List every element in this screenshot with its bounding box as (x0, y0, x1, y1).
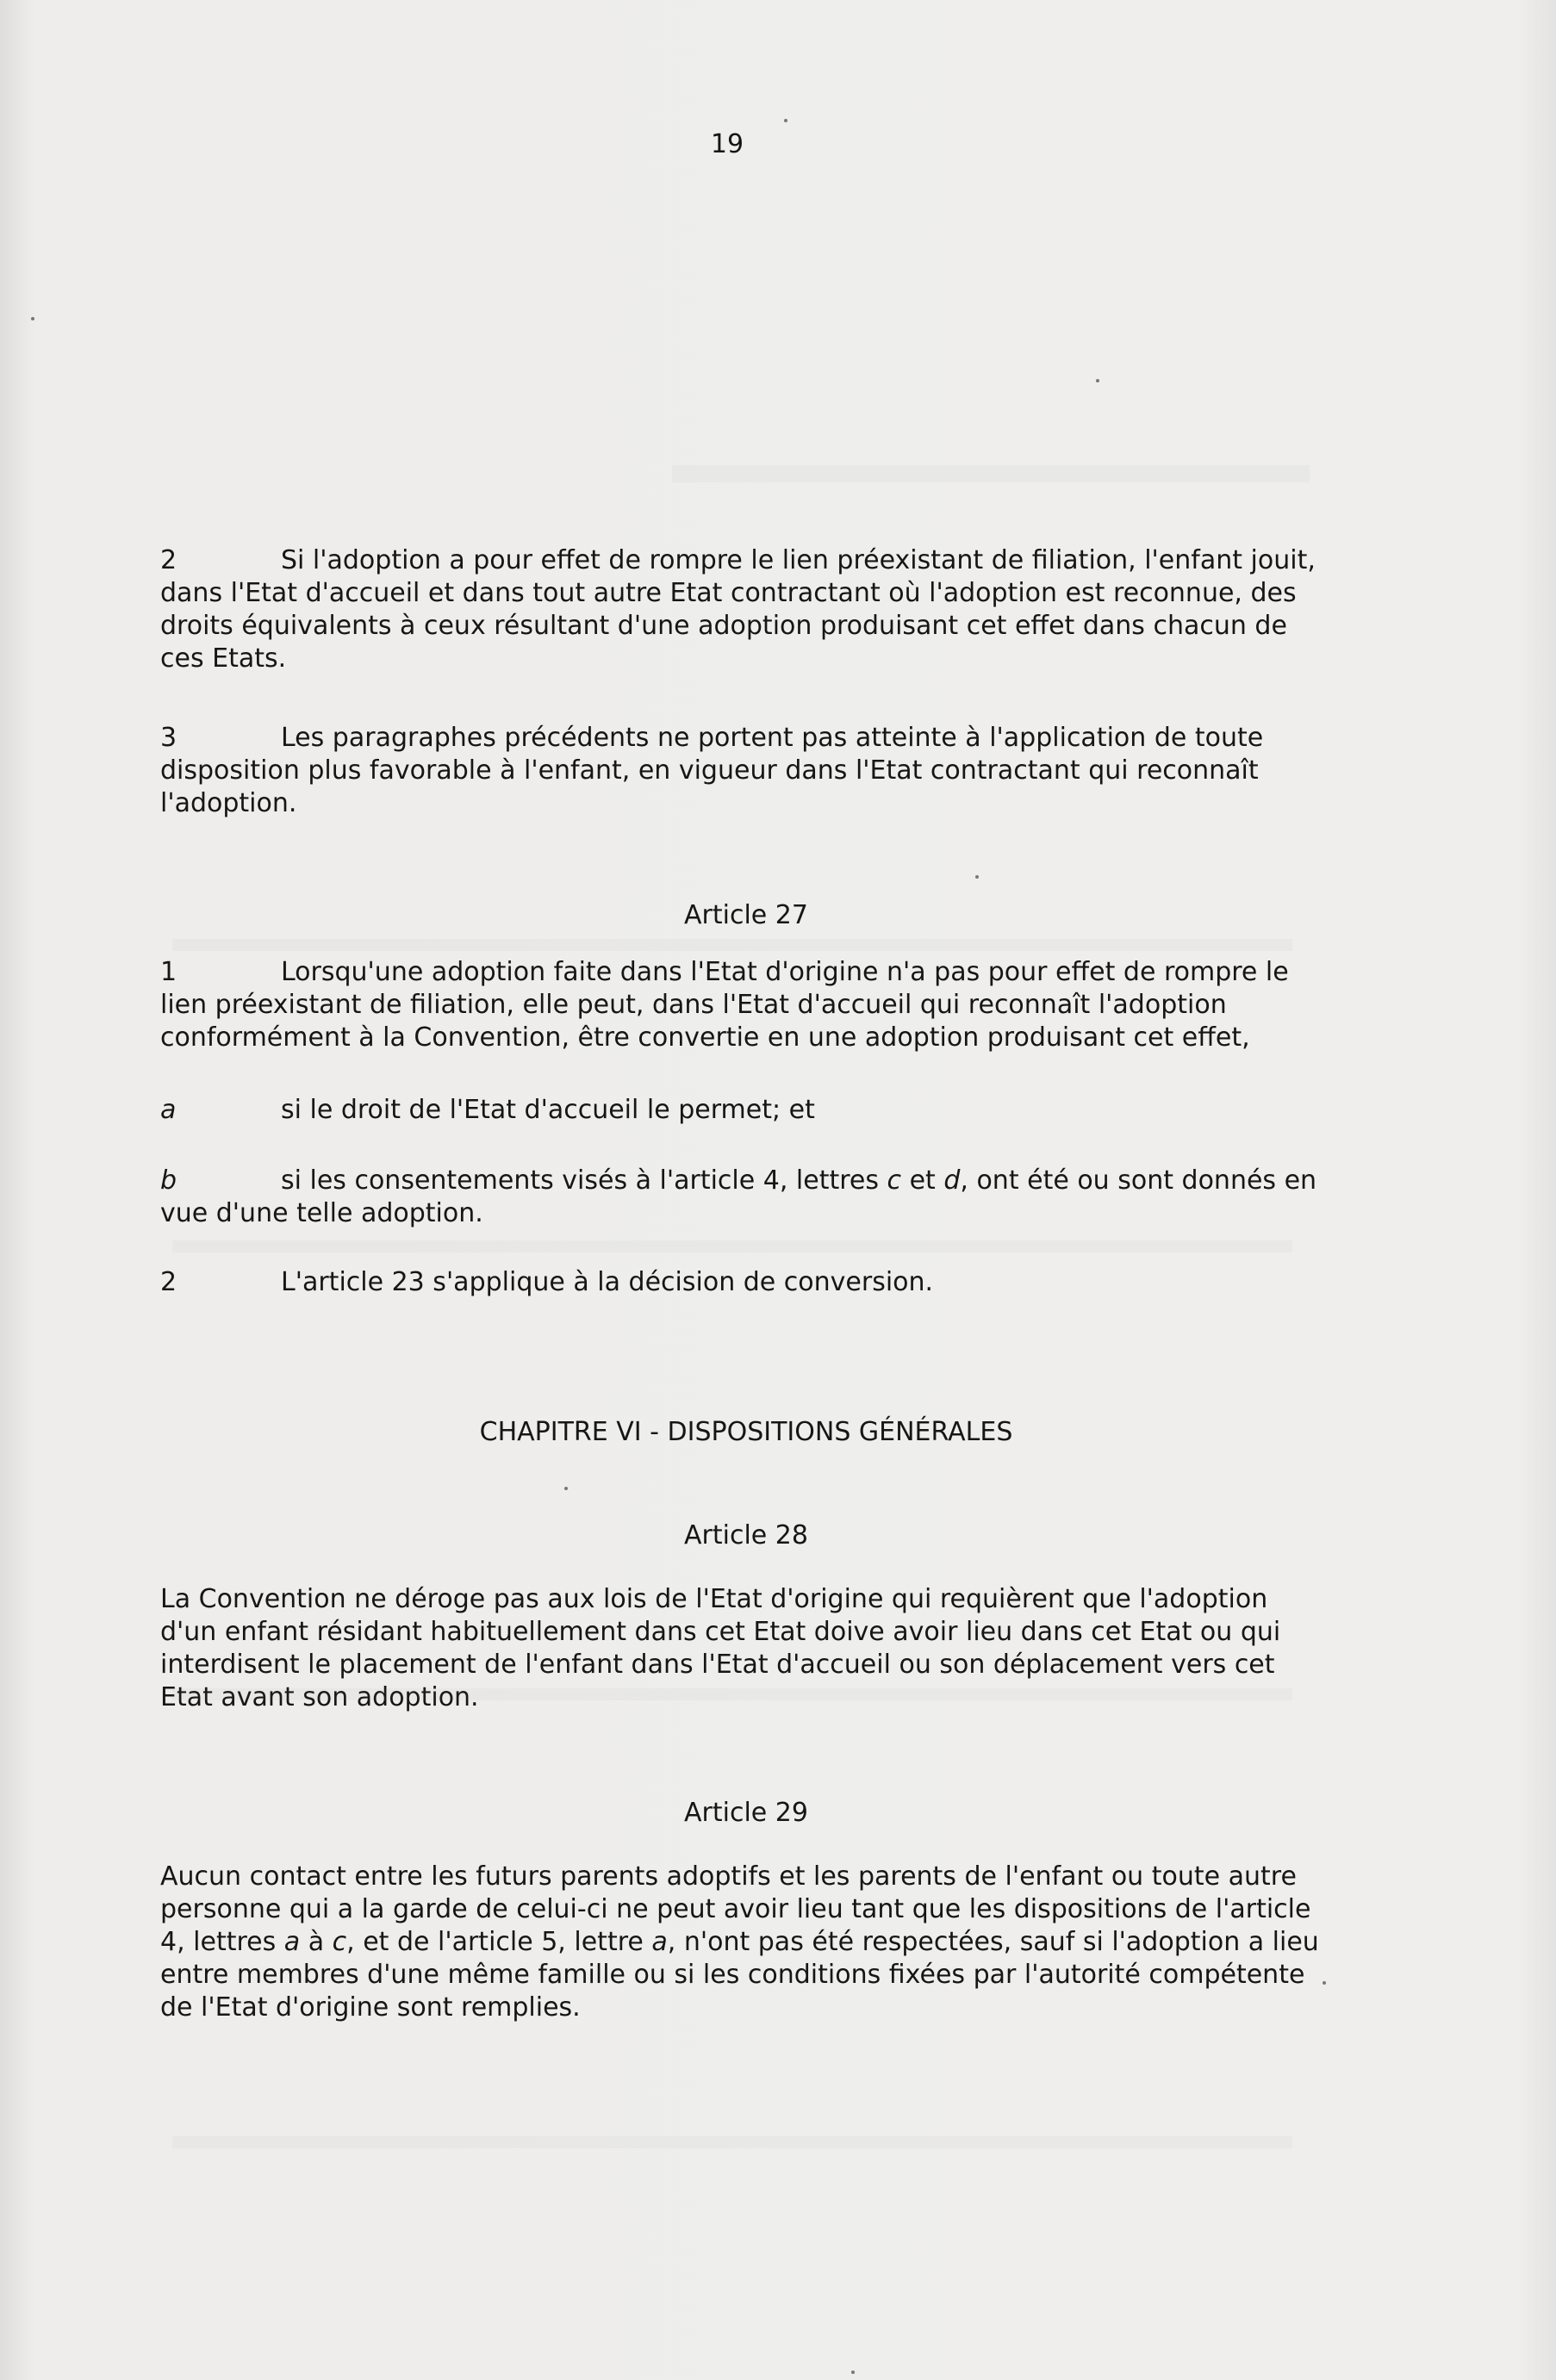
article-27-heading: Article 27 (684, 900, 808, 930)
article-29-heading: Article 29 (684, 1798, 808, 1828)
dust-speck (31, 317, 34, 320)
dust-speck (1323, 1981, 1326, 1985)
article-28-text: La Convention ne déroge pas aux lois de l'Etat d'origine qui requièrent que l'adoption d'un enfant résidant habituellement dans cet Etat doive avoir lieu dans cet Etat ou qui interdisent le placement de l'enfant dans l'Etat d'accueil ou son déplacement vers cet Etat avant son adoption. (160, 1584, 1281, 1712)
text-part-1: Aucun contact entre les futurs parents adoptifs et les parents de l'enfant ou toute autre personne qui a la garde de celui-ci ne peut avoir lieu tant que les dispositions de l'article 4, lettres (160, 1861, 1311, 1957)
dust-speck (975, 875, 979, 879)
dust-speck (851, 2371, 855, 2374)
text-part-3: , et de l'article 5, lettre (346, 1927, 652, 1957)
dust-speck (564, 1487, 568, 1490)
bleed-through-mark (172, 1688, 1292, 1700)
paragraph-number: 1 (160, 957, 177, 987)
item-text-start: si les consentements visés à l'article 4, lettres (281, 1165, 887, 1196)
paragraph-text: Lorsqu'une adoption faite dans l'Etat d'origine n'a pas pour effet de rompre le lien préexistant de filiation, elle peut, dans l'Etat d'accueil qui reconnaît l'adoption conformément à la Convention, être convertie en une adoption produisant cet effet, (160, 957, 1289, 1053)
article-26-paragraph-3 (160, 722, 1332, 820)
article-27-paragraph-2 (160, 1266, 1332, 1299)
paragraph-number: 2 (160, 1267, 177, 1297)
page-number: 19 (710, 129, 744, 159)
letter-c: c (332, 1927, 347, 1957)
bleed-through-mark (172, 939, 1292, 951)
dust-speck (784, 119, 787, 122)
article-27-paragraph-1 (160, 956, 1332, 1054)
bleed-through-mark (172, 1240, 1292, 1252)
letter-a-2: a (651, 1927, 668, 1957)
bleed-through-mark (172, 2136, 1292, 2148)
item-text-et: et (901, 1165, 944, 1196)
item-letter-d: d (943, 1165, 961, 1196)
paragraph-text: L'article 23 s'applique à la décision de conversion. (281, 1267, 934, 1297)
item-text-end: , ont été ou sont donnés en vue d'une telle adoption. (160, 1165, 1317, 1228)
paragraph-text: Si l'adoption a pour effet de rompre le lien préexistant de filiation, l'enfant jouit, dans l'Etat d'accueil et dans tout autre Etat contractant où l'adoption est reconnue, des droits équivalents à ceux résultant d'une adoption produisant cet effet dans chacun de ces Etats. (160, 545, 1316, 674)
paragraph-number: 2 (160, 545, 177, 575)
article-26-paragraph-2 (160, 544, 1332, 675)
letter-a: a (283, 1927, 301, 1957)
item-letter: b (160, 1165, 177, 1196)
dust-speck (1096, 379, 1099, 382)
article-27-item-b (160, 1165, 1332, 1230)
chapter-heading: CHAPITRE VI - DISPOSITIONS GÉNÉRALES (479, 1417, 1013, 1447)
paragraph-text: Les paragraphes précédents ne portent pas atteinte à l'application de toute disposition plus favorable à l'enfant, en vigueur dans l'Etat contractant qui reconnaît l'adoption. (160, 723, 1264, 818)
item-letter: a (160, 1095, 177, 1125)
bleed-through-mark (672, 465, 1310, 482)
item-letter-c: c (887, 1165, 902, 1196)
paragraph-number: 3 (160, 723, 177, 753)
text-part-4: , n'ont pas été respectées, sauf si l'adoption a lieu entre membres d'une même famille ou si les conditions fixées par l'autorité compétente de l'Etat d'origine sont remplies. (160, 1927, 1319, 2023)
text-part-2: à (300, 1927, 333, 1957)
article-27-item-a (160, 1094, 1332, 1127)
article-29-text (160, 1861, 1332, 2024)
article-28-heading: Article 28 (684, 1520, 808, 1550)
item-text: si le droit de l'Etat d'accueil le permet; et (281, 1095, 815, 1125)
